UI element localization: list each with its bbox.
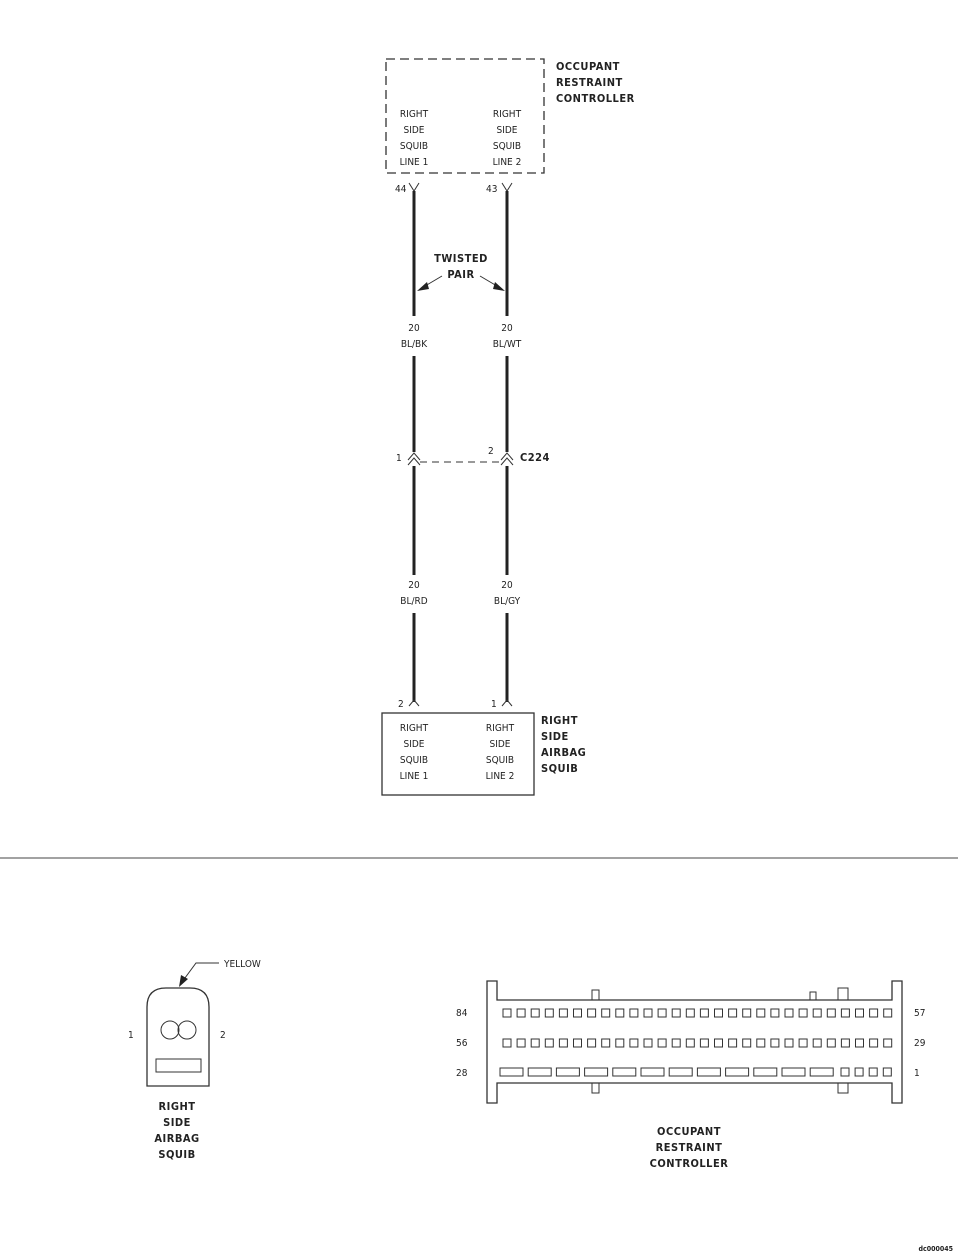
orc-cavity bbox=[884, 1039, 892, 1047]
orc-circuit-line2-label bbox=[493, 109, 522, 168]
squib-view-name-line: AIRBAG bbox=[154, 1132, 200, 1145]
orc-cavity bbox=[870, 1009, 878, 1017]
orc-line2-text: RIGHT bbox=[492, 109, 522, 120]
orc-line1-text: SQUIB bbox=[399, 141, 429, 152]
orc-cavity bbox=[500, 1068, 523, 1076]
orc-cavity bbox=[658, 1039, 666, 1047]
orc-cavity bbox=[559, 1039, 567, 1047]
orc-view-name-line: RESTRAINT bbox=[655, 1141, 723, 1154]
orc-row-label-left: 84 bbox=[456, 1008, 468, 1019]
squib-line2-text: SIDE bbox=[489, 739, 511, 750]
orc-connector-tab bbox=[838, 1083, 848, 1093]
orc-line1-text: RIGHT bbox=[399, 109, 429, 120]
wire-gauge-label: 20 bbox=[408, 580, 420, 591]
squib-name-line: SQUIB bbox=[541, 762, 579, 775]
squib-pin-2-label: 2 bbox=[398, 699, 404, 710]
orc-cavity bbox=[545, 1009, 553, 1017]
orc-cavity bbox=[556, 1068, 579, 1076]
orc-connector-tab bbox=[838, 988, 848, 1000]
orc-cavity bbox=[810, 1068, 833, 1076]
orc-cavity bbox=[870, 1039, 878, 1047]
orc-view-name-line: OCCUPANT bbox=[657, 1125, 721, 1138]
wire-color-label: BL/BK bbox=[400, 339, 428, 350]
orc-cavity bbox=[813, 1039, 821, 1047]
orc-cavity bbox=[729, 1039, 737, 1047]
orc-cavity bbox=[856, 1009, 864, 1017]
wire-color-label: BL/GY bbox=[493, 596, 521, 607]
orc-row-label-right: 57 bbox=[914, 1008, 926, 1019]
orc-cavity bbox=[574, 1039, 582, 1047]
orc-row-label-left: 28 bbox=[456, 1068, 468, 1079]
orc-cavity bbox=[855, 1068, 863, 1076]
twisted-pair-label bbox=[434, 252, 488, 281]
squib-name-label bbox=[541, 714, 586, 775]
orc-cavity bbox=[757, 1009, 765, 1017]
orc-cavity bbox=[700, 1039, 708, 1047]
c224-terminal-1 bbox=[408, 453, 420, 465]
orc-cavity bbox=[771, 1009, 779, 1017]
orc-cavity bbox=[799, 1039, 807, 1047]
squib-pin-1-label: 1 bbox=[491, 699, 497, 710]
orc-cavity bbox=[630, 1039, 638, 1047]
c224-terminal-2 bbox=[501, 453, 513, 465]
orc-view-name bbox=[650, 1125, 729, 1170]
orc-cavity bbox=[531, 1039, 539, 1047]
c224-pin-1-label: 1 bbox=[396, 453, 402, 464]
orc-cavity bbox=[827, 1039, 835, 1047]
squib-name-line: AIRBAG bbox=[541, 746, 587, 759]
orc-cavity bbox=[641, 1068, 664, 1076]
orc-cavity bbox=[585, 1068, 608, 1076]
squib-view-name-line: SIDE bbox=[163, 1116, 191, 1129]
squib-face-pin-left: 1 bbox=[128, 1030, 134, 1041]
c224-pin-2-label: 2 bbox=[488, 446, 494, 457]
orc-cavity bbox=[602, 1009, 610, 1017]
orc-name-line: CONTROLLER bbox=[556, 92, 635, 105]
wire-color-label: BL/RD bbox=[400, 596, 428, 607]
orc-cavity bbox=[517, 1009, 525, 1017]
orc-connector-cavities bbox=[500, 1009, 892, 1076]
orc-terminal-44 bbox=[409, 183, 419, 191]
orc-name-line: OCCUPANT bbox=[556, 60, 620, 73]
orc-cavity bbox=[531, 1009, 539, 1017]
orc-cavity bbox=[869, 1068, 877, 1076]
orc-cavity bbox=[503, 1039, 511, 1047]
orc-cavity bbox=[616, 1039, 624, 1047]
orc-cavity bbox=[726, 1068, 749, 1076]
squib-line1-text: SIDE bbox=[403, 739, 425, 750]
orc-name-line: RESTRAINT bbox=[556, 76, 623, 89]
twisted-pair-text: PAIR bbox=[447, 268, 475, 281]
orc-cavity bbox=[813, 1009, 821, 1017]
orc-cavity bbox=[672, 1039, 680, 1047]
orc-terminal-43 bbox=[502, 183, 512, 191]
orc-row-label-right: 29 bbox=[914, 1038, 926, 1049]
figure-id: dc000045 bbox=[918, 1245, 953, 1253]
orc-cavity bbox=[754, 1068, 777, 1076]
orc-cavity bbox=[729, 1009, 737, 1017]
orc-cavity bbox=[743, 1009, 751, 1017]
orc-cavity bbox=[517, 1039, 525, 1047]
orc-cavity bbox=[785, 1039, 793, 1047]
orc-cavity bbox=[841, 1039, 849, 1047]
wire-gauge-label: 20 bbox=[408, 323, 420, 334]
orc-line1-text: LINE 1 bbox=[399, 157, 429, 168]
orc-name-label bbox=[556, 60, 635, 105]
squib-cavity-1-icon bbox=[161, 1021, 179, 1039]
orc-cavity bbox=[686, 1039, 694, 1047]
orc-cavity bbox=[602, 1039, 610, 1047]
orc-cavity bbox=[841, 1009, 849, 1017]
orc-cavity bbox=[799, 1009, 807, 1017]
orc-cavity bbox=[827, 1009, 835, 1017]
orc-cavity bbox=[743, 1039, 751, 1047]
squib-view-name bbox=[154, 1100, 199, 1161]
wire-gauge-label: 20 bbox=[501, 323, 513, 334]
orc-cavity bbox=[503, 1009, 511, 1017]
twisted-pair-arrowhead-left bbox=[417, 282, 429, 291]
squib-view-name-line: RIGHT bbox=[158, 1100, 196, 1113]
orc-cavity bbox=[588, 1009, 596, 1017]
squib-cavity-2-icon bbox=[178, 1021, 196, 1039]
orc-cavity bbox=[545, 1039, 553, 1047]
orc-cavity bbox=[785, 1009, 793, 1017]
orc-cavity bbox=[771, 1039, 779, 1047]
orc-connector-tab bbox=[592, 1083, 599, 1093]
yellow-leader-arrowhead bbox=[179, 975, 188, 987]
squib-face-pin-right: 2 bbox=[220, 1030, 226, 1041]
orc-line2-text: SQUIB bbox=[492, 141, 522, 152]
orc-cavity bbox=[630, 1009, 638, 1017]
orc-cavity bbox=[782, 1068, 805, 1076]
orc-cavity bbox=[686, 1009, 694, 1017]
orc-circuit-line1-label bbox=[400, 109, 429, 168]
orc-cavity bbox=[658, 1009, 666, 1017]
orc-cavity bbox=[616, 1009, 624, 1017]
orc-cavity bbox=[697, 1068, 720, 1076]
orc-connector-tab bbox=[810, 992, 816, 1000]
orc-cavity bbox=[588, 1039, 596, 1047]
orc-line1-text: SIDE bbox=[403, 125, 425, 136]
orc-cavity bbox=[669, 1068, 692, 1076]
orc-row-label-right: 1 bbox=[914, 1068, 920, 1079]
squib-name-line: SIDE bbox=[541, 730, 569, 743]
orc-connector-tab bbox=[592, 990, 599, 1000]
orc-pin-43-label: 43 bbox=[486, 184, 498, 195]
orc-cavity bbox=[884, 1009, 892, 1017]
orc-line2-text: LINE 2 bbox=[492, 157, 522, 168]
orc-cavity bbox=[528, 1068, 551, 1076]
twisted-pair-arrowhead-right bbox=[493, 282, 505, 291]
orc-pin-44-label: 44 bbox=[395, 184, 407, 195]
orc-cavity bbox=[672, 1009, 680, 1017]
c224-connector-name: C224 bbox=[520, 451, 550, 464]
twisted-pair-text: TWISTED bbox=[434, 252, 488, 265]
orc-cavity bbox=[613, 1068, 636, 1076]
orc-cavity bbox=[883, 1068, 891, 1076]
squib-name-line: RIGHT bbox=[541, 714, 578, 727]
squib-line2-text: SQUIB bbox=[485, 755, 515, 766]
squib-line2-text: RIGHT bbox=[485, 723, 515, 734]
orc-cavity bbox=[757, 1039, 765, 1047]
wire-gauge-label: 20 bbox=[501, 580, 513, 591]
squib-line1-text: LINE 1 bbox=[399, 771, 429, 782]
orc-view-name-line: CONTROLLER bbox=[649, 1157, 729, 1170]
squib-line1-text: SQUIB bbox=[399, 755, 429, 766]
squib-view-name-line: SQUIB bbox=[158, 1148, 196, 1161]
orc-line2-text: SIDE bbox=[496, 125, 518, 136]
connector-color-label: YELLOW bbox=[224, 959, 261, 970]
orc-row-label-left: 56 bbox=[456, 1038, 468, 1049]
orc-cavity bbox=[715, 1009, 723, 1017]
orc-cavity bbox=[559, 1009, 567, 1017]
orc-cavity bbox=[856, 1039, 864, 1047]
squib-connector-key-slot bbox=[156, 1059, 201, 1072]
orc-cavity bbox=[715, 1039, 723, 1047]
orc-cavity bbox=[574, 1009, 582, 1017]
squib-line2-text: LINE 2 bbox=[485, 771, 515, 782]
orc-cavity bbox=[644, 1039, 652, 1047]
orc-cavity bbox=[644, 1009, 652, 1017]
squib-line1-text: RIGHT bbox=[399, 723, 429, 734]
orc-cavity bbox=[700, 1009, 708, 1017]
wire-color-label: BL/WT bbox=[492, 339, 522, 350]
orc-cavity bbox=[841, 1068, 849, 1076]
